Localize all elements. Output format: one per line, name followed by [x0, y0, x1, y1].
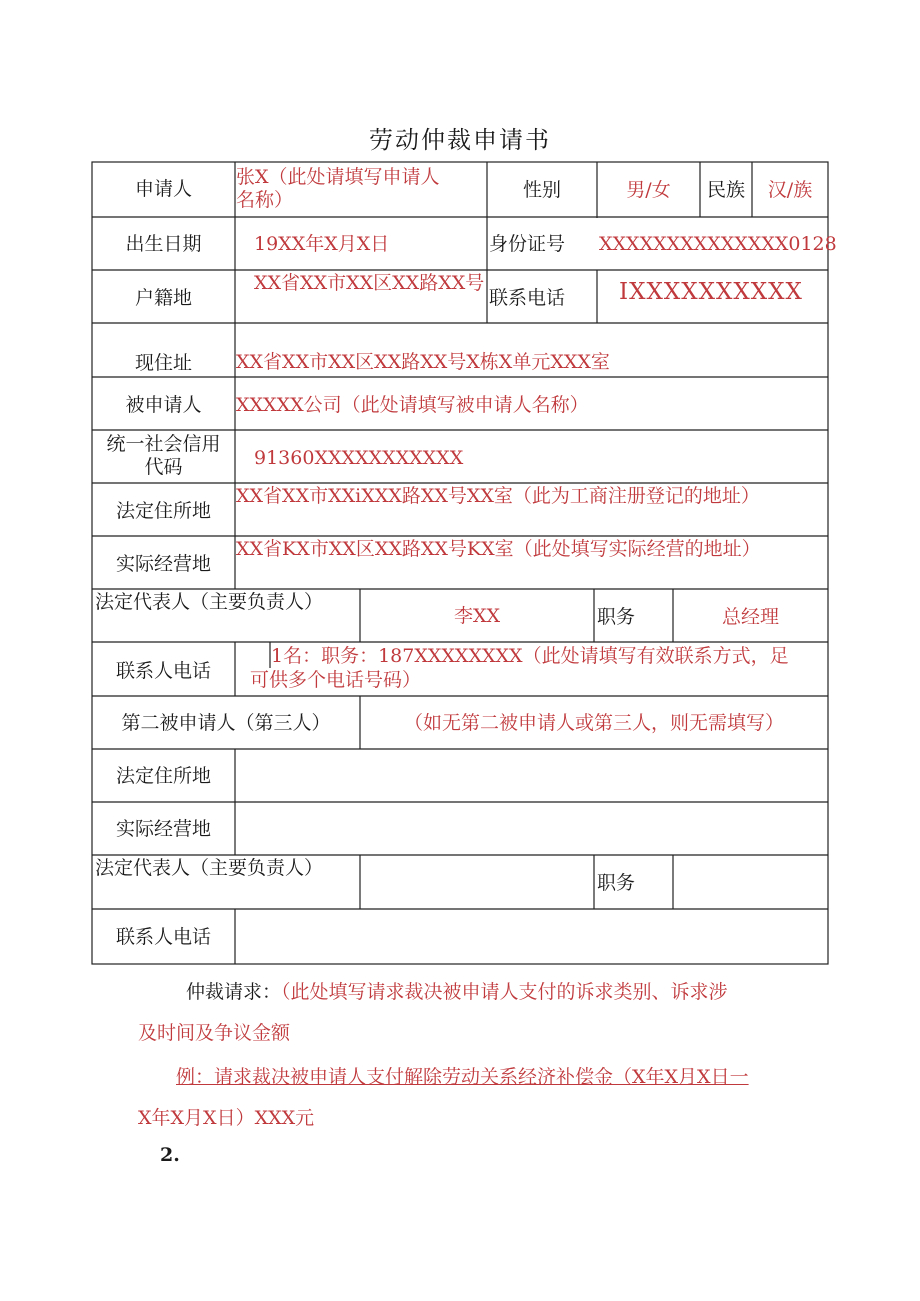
position-label: 职务	[597, 606, 636, 628]
birth-date-value: 19XX年X月X日	[254, 233, 390, 255]
current-address-label: 现住址	[134, 352, 192, 374]
second-position-label: 职务	[597, 872, 636, 894]
request-label: 仲裁请求：	[186, 981, 282, 1003]
credit-code-label-line1: 统一社会信用	[106, 433, 221, 455]
legal-rep-value: 李XX	[453, 605, 501, 627]
applicant-name-value-line1: 张X（此处请填写申请人	[236, 166, 440, 188]
legal-rep-label: 法定代表人（主要负责人）	[95, 591, 324, 613]
business-address-value: XX省KX市XX区XX路XX号KX室（此处填写实际经营的地址）	[236, 538, 761, 560]
gender-value: 男/女	[626, 179, 671, 201]
second-contact-phone-label: 联系人电话	[115, 926, 211, 948]
applicant-name-value-line2: 名称）	[236, 189, 294, 211]
hukou-value: XX省XX市XX区XX路XX号	[254, 272, 485, 294]
second-business-address-label: 实际经营地	[115, 818, 211, 840]
legal-address-label: 法定住所地	[115, 500, 211, 522]
second-legal-rep-label: 法定代表人（主要负责人）	[95, 857, 324, 879]
id-number-value: XXXXXXXXXXXXXX0128	[599, 233, 837, 255]
second-respondent-label: 第二被申请人（第三人）	[121, 712, 331, 734]
credit-code-value: 91360XXXXXXXXXXX	[254, 447, 464, 469]
second-legal-address-label: 法定住所地	[115, 765, 211, 787]
request-item-2: 2.	[160, 1144, 180, 1166]
phone-label: 联系电话	[489, 287, 566, 309]
phone-value: IXXXXXXXXXX	[619, 279, 803, 305]
id-number-label: 身份证号	[489, 233, 566, 255]
birth-date-label: 出生日期	[125, 233, 202, 255]
hukou-label: 户籍地	[134, 287, 192, 309]
ethnicity-value: 汉/族	[767, 179, 813, 201]
position-value: 总经理	[721, 606, 779, 628]
ethnicity-label: 民族	[706, 179, 745, 201]
request-hint-line2: 及时间及争议金额	[138, 1022, 291, 1044]
credit-code-label-line2: 代码	[144, 456, 183, 478]
request-hint-line1: （此处填写请求裁决被申请人支付的诉求类别、诉求涉	[281, 981, 728, 1003]
applicant-name-label: 申请人	[134, 178, 192, 200]
contact-phone-value-line2: 可供多个电话号码）	[250, 669, 422, 691]
contact-phone-label: 联系人电话	[115, 660, 211, 682]
business-address-label: 实际经营地	[115, 553, 211, 575]
request-example-line2: X年X月X日）XXX元	[138, 1107, 315, 1129]
respondent-name-value: XXXXX公司（此处请填写被申请人名称）	[236, 394, 589, 416]
current-address-value: XX省XX市XX区XX路XX号X栋X单元XXX室	[236, 351, 610, 373]
respondent-name-label: 被申请人	[125, 394, 202, 416]
request-example-line1: 例：请求裁决被申请人支付解除劳动关系经济补偿金（X年X月X日一	[176, 1066, 749, 1088]
contact-phone-value-line1: 1名：职务：187XXXXXXXX（此处请填写有效联系方式，足	[271, 645, 789, 667]
gender-label: 性别	[522, 179, 561, 201]
document-title: 劳动仲裁申请书	[369, 126, 551, 154]
second-respondent-note: （如无第二被申请人或第三人，则无需填写）	[403, 712, 784, 734]
legal-address-value: XX省XX市XXiXXX路XX号XX室（此为工商注册登记的地址）	[236, 485, 760, 507]
